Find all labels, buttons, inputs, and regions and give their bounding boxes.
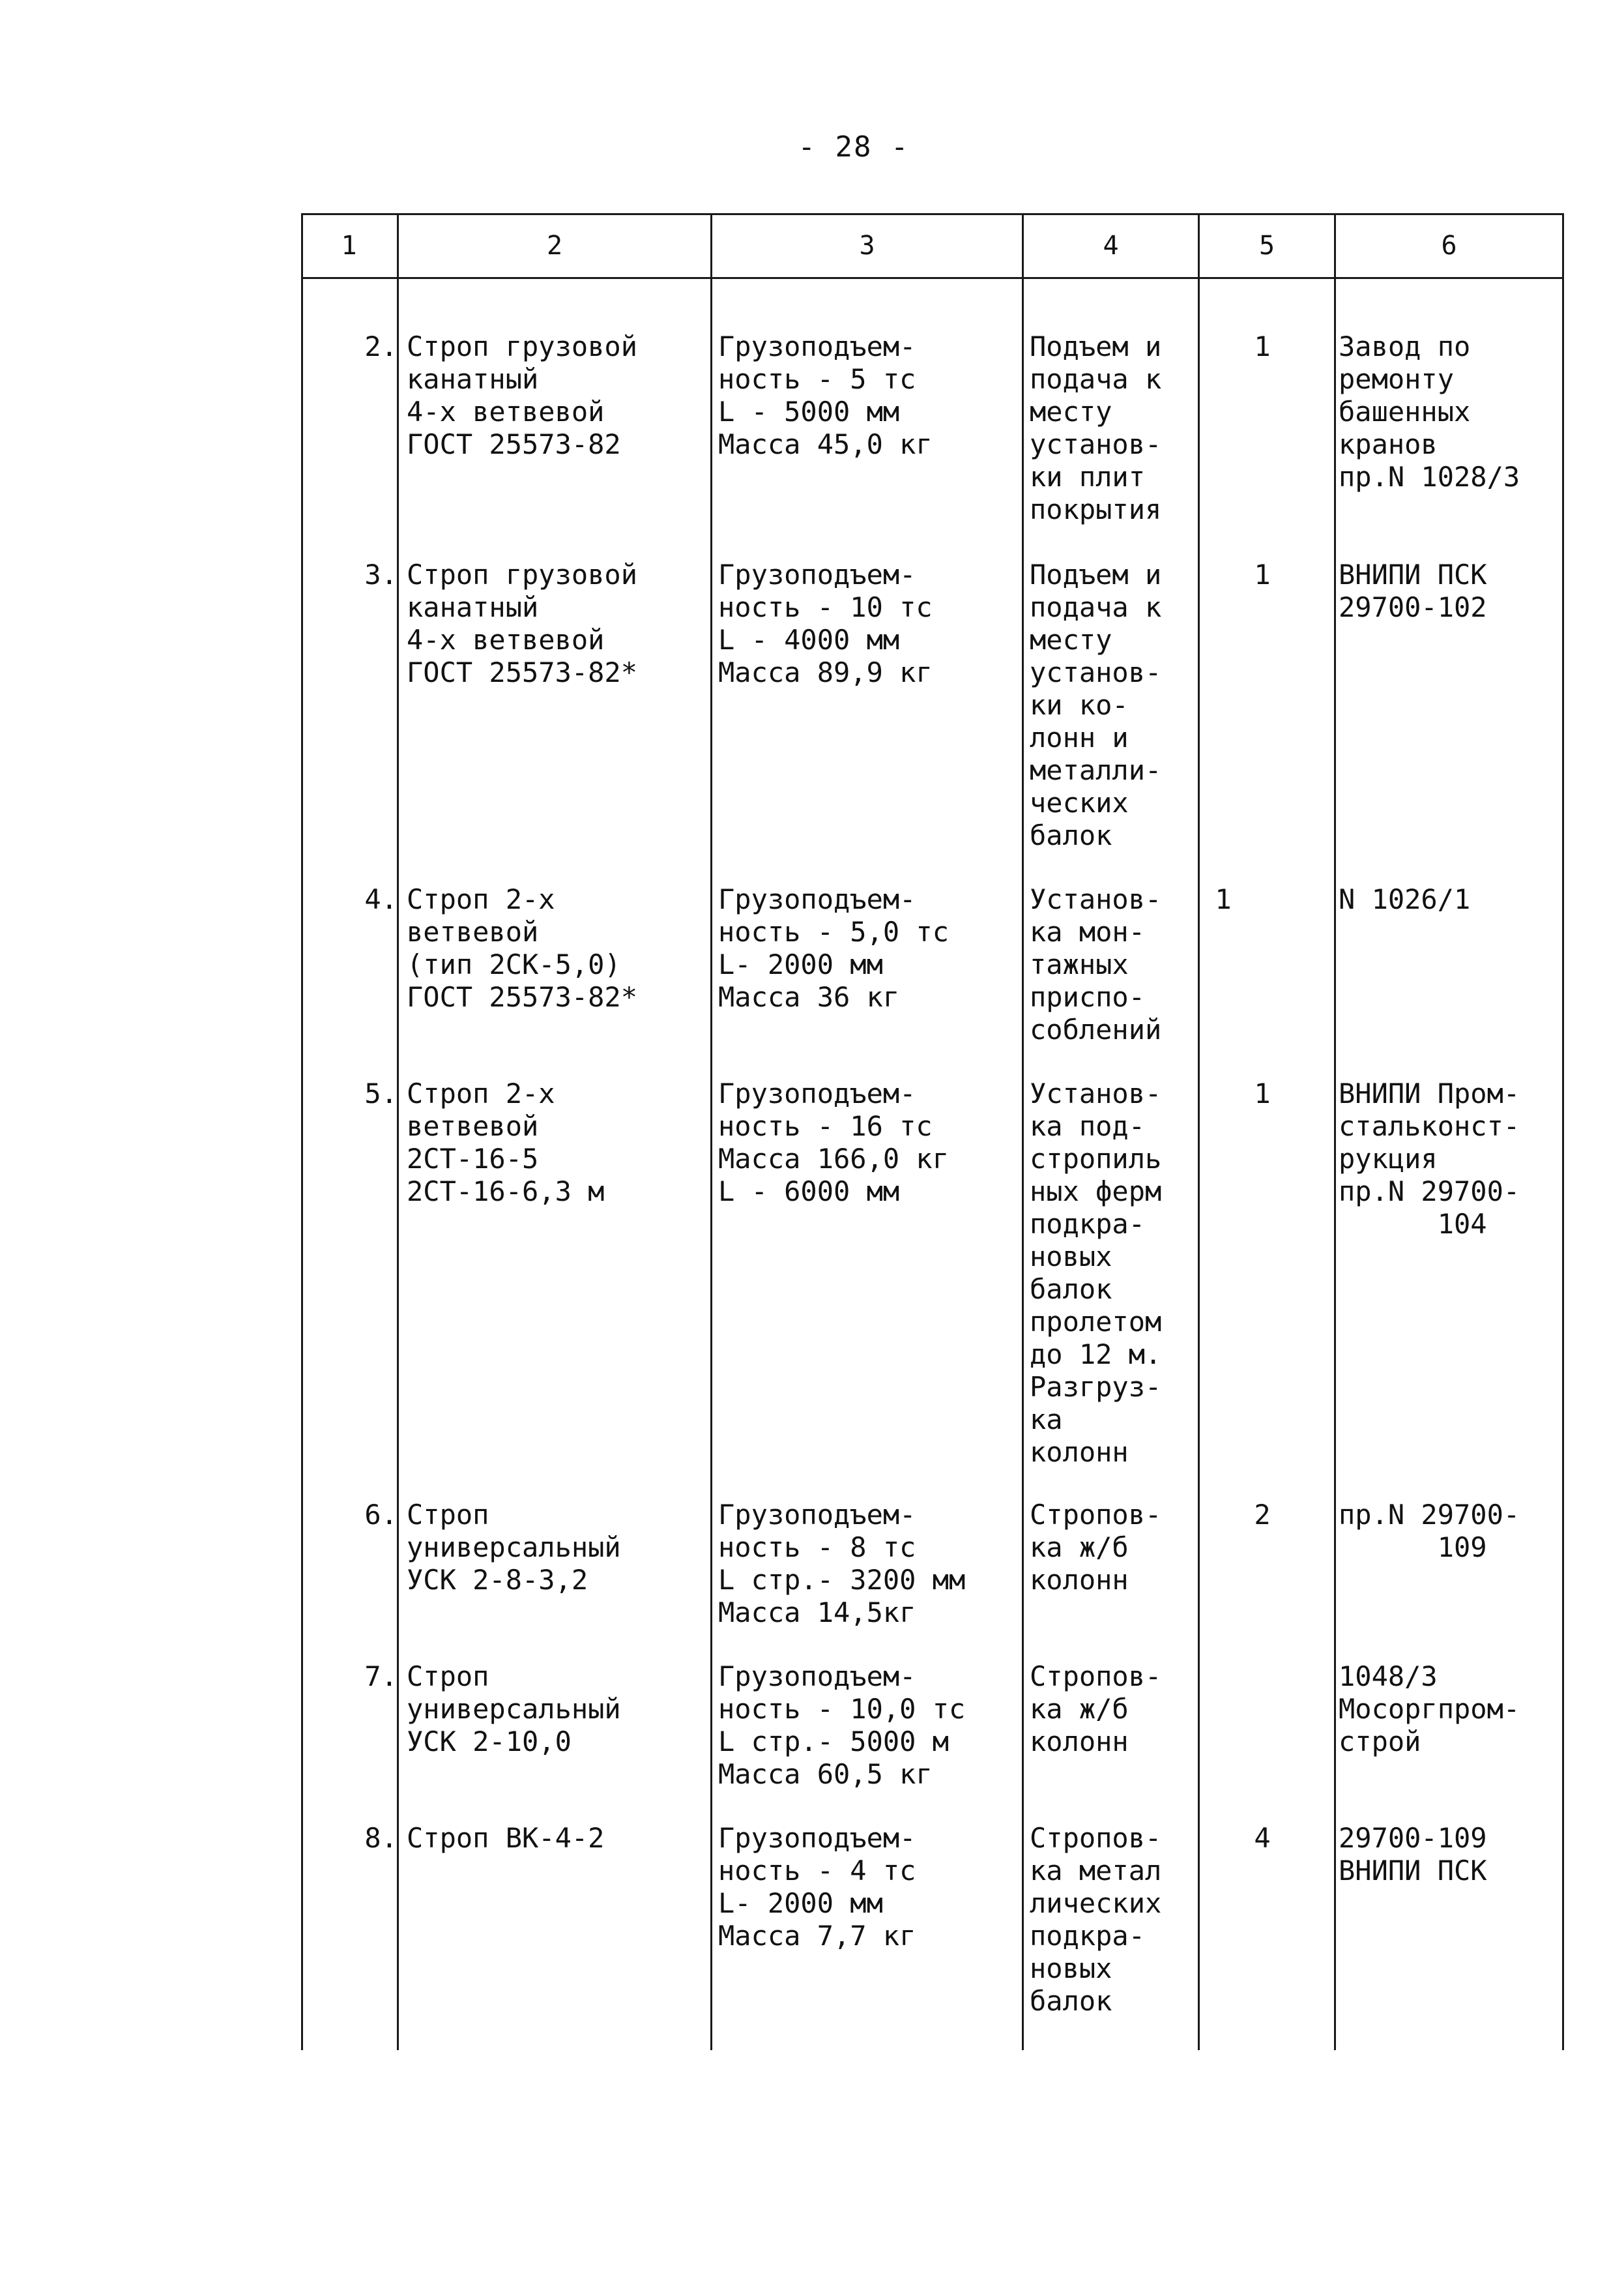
item-qty: 1 [1215,883,1232,915]
item-source: пр.N 29700- 109 [1339,1499,1520,1563]
item-spec: Грузоподъем- ность - 10,0 тс L стр.- 5000 м Масса 60,5 кг [718,1660,966,1790]
item-qty: 1 [1254,1078,1271,1109]
item-name: Строп 2-х ветвевой (тип 2СК-5,0) ГОСТ 25573-82* [407,883,638,1013]
item-source: 1048/3 Мосоргпром- строй [1339,1660,1520,1757]
item-source: Завод по ремонту башенных кранов пр.N 1028/3 [1339,331,1520,493]
item-name: Строп грузовой канатный 4-х ветвевой ГОСТ 25573-82 [407,331,638,460]
column-header: 1 [341,231,357,261]
column-header: 3 [859,231,875,261]
table-border-left [301,213,303,2050]
item-purpose: Стропов- ка ж/б колонн [1030,1660,1162,1757]
item-name: Строп универсальный УСК 2-10,0 [407,1660,621,1757]
row-number: 5. [364,1078,398,1109]
column-divider [397,213,399,2050]
item-spec: Грузоподъем- ность - 10 тс L - 4000 мм Масса 89,9 кг [718,559,933,688]
item-purpose: Установ- ка мон- тажных приспо- соблений [1030,883,1162,1046]
item-spec: Грузоподъем- ность - 5,0 тс L- 2000 мм Масса 36 кг [718,883,950,1013]
item-purpose: Подъем и подача к месту установ- ки плит покрытия [1030,331,1162,525]
item-qty: 2 [1254,1499,1271,1531]
equipment-table [301,213,1564,2050]
page-number: - 28 - [798,130,910,164]
row-number: 3. [364,559,398,591]
table-border-right [1562,213,1564,2050]
item-purpose: Стропов- ка метал лических подкра- новых балок [1030,1822,1162,2017]
row-number: 2. [364,331,398,362]
item-name: Строп универсальный УСК 2-8-3,2 [407,1499,621,1596]
column-header: 6 [1441,231,1457,261]
item-source: 29700-109 ВНИПИ ПСК [1339,1822,1487,1887]
item-purpose: Подъем и подача к месту установ- ки ко- лонн и металли- ческих балок [1030,559,1162,851]
item-name: Строп грузовой канатный 4-х ветвевой ГОСТ 25573-82* [407,559,638,688]
row-number: 6. [364,1499,398,1531]
item-name: Строп 2-х ветвевой 2СТ-16-5 2СТ-16-6,3 м [407,1078,605,1207]
row-number: 7. [364,1660,398,1692]
item-qty: 1 [1254,559,1271,591]
item-source: ВНИПИ Пром- стальконст- рукция пр.N 29700- 104 [1339,1078,1520,1240]
item-spec: Грузоподъем- ность - 4 тс L- 2000 мм Масса 7,7 кг [718,1822,916,1952]
item-source: ВНИПИ ПСК 29700-102 [1339,559,1487,623]
item-purpose: Установ- ка под- стропиль ных ферм подкра- новых балок пролетом до 12 м. Разгруз- ка колонн [1030,1078,1162,1468]
row-number: 4. [364,883,398,915]
column-divider [1334,213,1336,2050]
item-purpose: Стропов- ка ж/б колонн [1030,1499,1162,1596]
item-spec: Грузоподъем- ность - 5 тс L - 5000 мм Масса 45,0 кг [718,331,933,460]
column-header: 2 [546,231,563,261]
column-header: 4 [1103,231,1119,261]
row-number: 8. [364,1822,398,1854]
item-qty: 4 [1254,1822,1271,1854]
item-spec: Грузоподъем- ность - 8 тс L стр.- 3200 мм Масса 14,5кг [718,1499,966,1628]
item-qty: 1 [1254,331,1271,362]
item-spec: Грузоподъем- ность - 16 тс Масса 166,0 кг L - 6000 мм [718,1078,950,1207]
item-source: N 1026/1 [1339,883,1471,915]
item-name: Строп ВК-4-2 [407,1822,605,1854]
column-header: 5 [1258,231,1275,261]
